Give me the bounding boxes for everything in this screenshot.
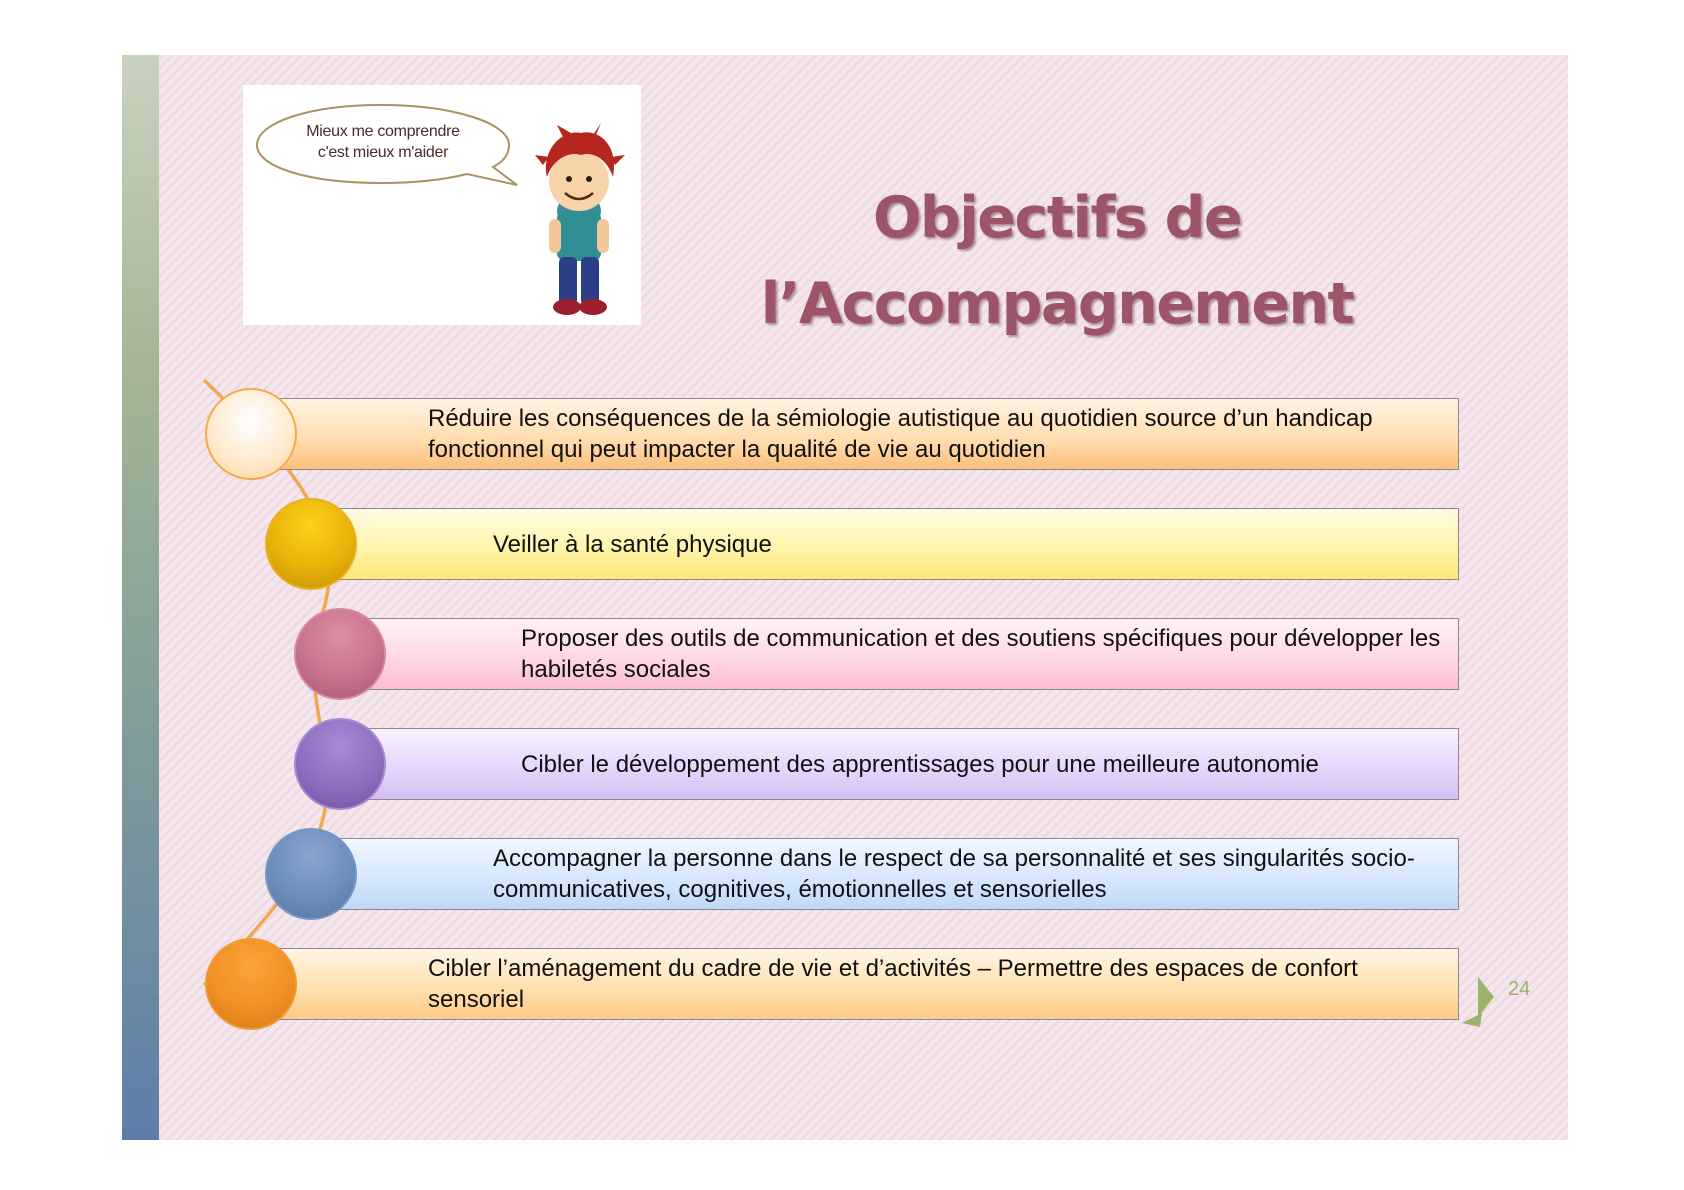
objective-text-6: Cibler l’aménagement du cadre de vie et d’activités – Permettre des espaces de confort sensoriel [428, 955, 1358, 1013]
page-corner-arrow-icon [1458, 975, 1498, 1027]
objective-bullet-2 [265, 498, 357, 590]
objective-text-5: Accompagner la personne dans le respect de sa personnalité et ses singularités socio-communicatives, cognitives, émotionnelles et sensorielles [493, 845, 1415, 903]
objective-item-5 [337, 838, 1459, 910]
objective-item-2 [337, 508, 1459, 580]
objective-item-1 [277, 398, 1459, 470]
objective-item-6 [277, 948, 1459, 1020]
bubble-line-2: c'est mieux m'aider [317, 144, 449, 161]
objective-text-3: Proposer des outils de communication et des soutiens spécifiques pour développer les habiletés sociales [521, 625, 1441, 683]
objective-bullet-6 [205, 938, 297, 1030]
objective-text-1: Réduire les conséquences de la sémiologie autistique au quotidien source d’un handicap fonctionnel qui peut impacter la qualité de vie au quotidien [428, 405, 1373, 463]
bubble-line-1: Mieux me comprendre [306, 123, 460, 140]
page-number: 24 [1508, 978, 1531, 1000]
objective-text-2: Veiller à la santé physique [493, 530, 772, 558]
objective-bullet-4 [294, 718, 386, 810]
objective-item-3 [367, 618, 1459, 690]
title-line-1: Objectifs de [872, 185, 1242, 251]
slide [122, 55, 1568, 1140]
objective-bullet-1 [205, 388, 297, 480]
title-line-2: l’Accompagnement [760, 271, 1354, 337]
objective-item-4 [367, 728, 1459, 800]
objective-text-4: Cibler le développement des apprentissages pour une meilleure autonomie [521, 750, 1319, 778]
objective-bullet-3 [294, 608, 386, 700]
objective-bullet-5 [265, 828, 357, 920]
